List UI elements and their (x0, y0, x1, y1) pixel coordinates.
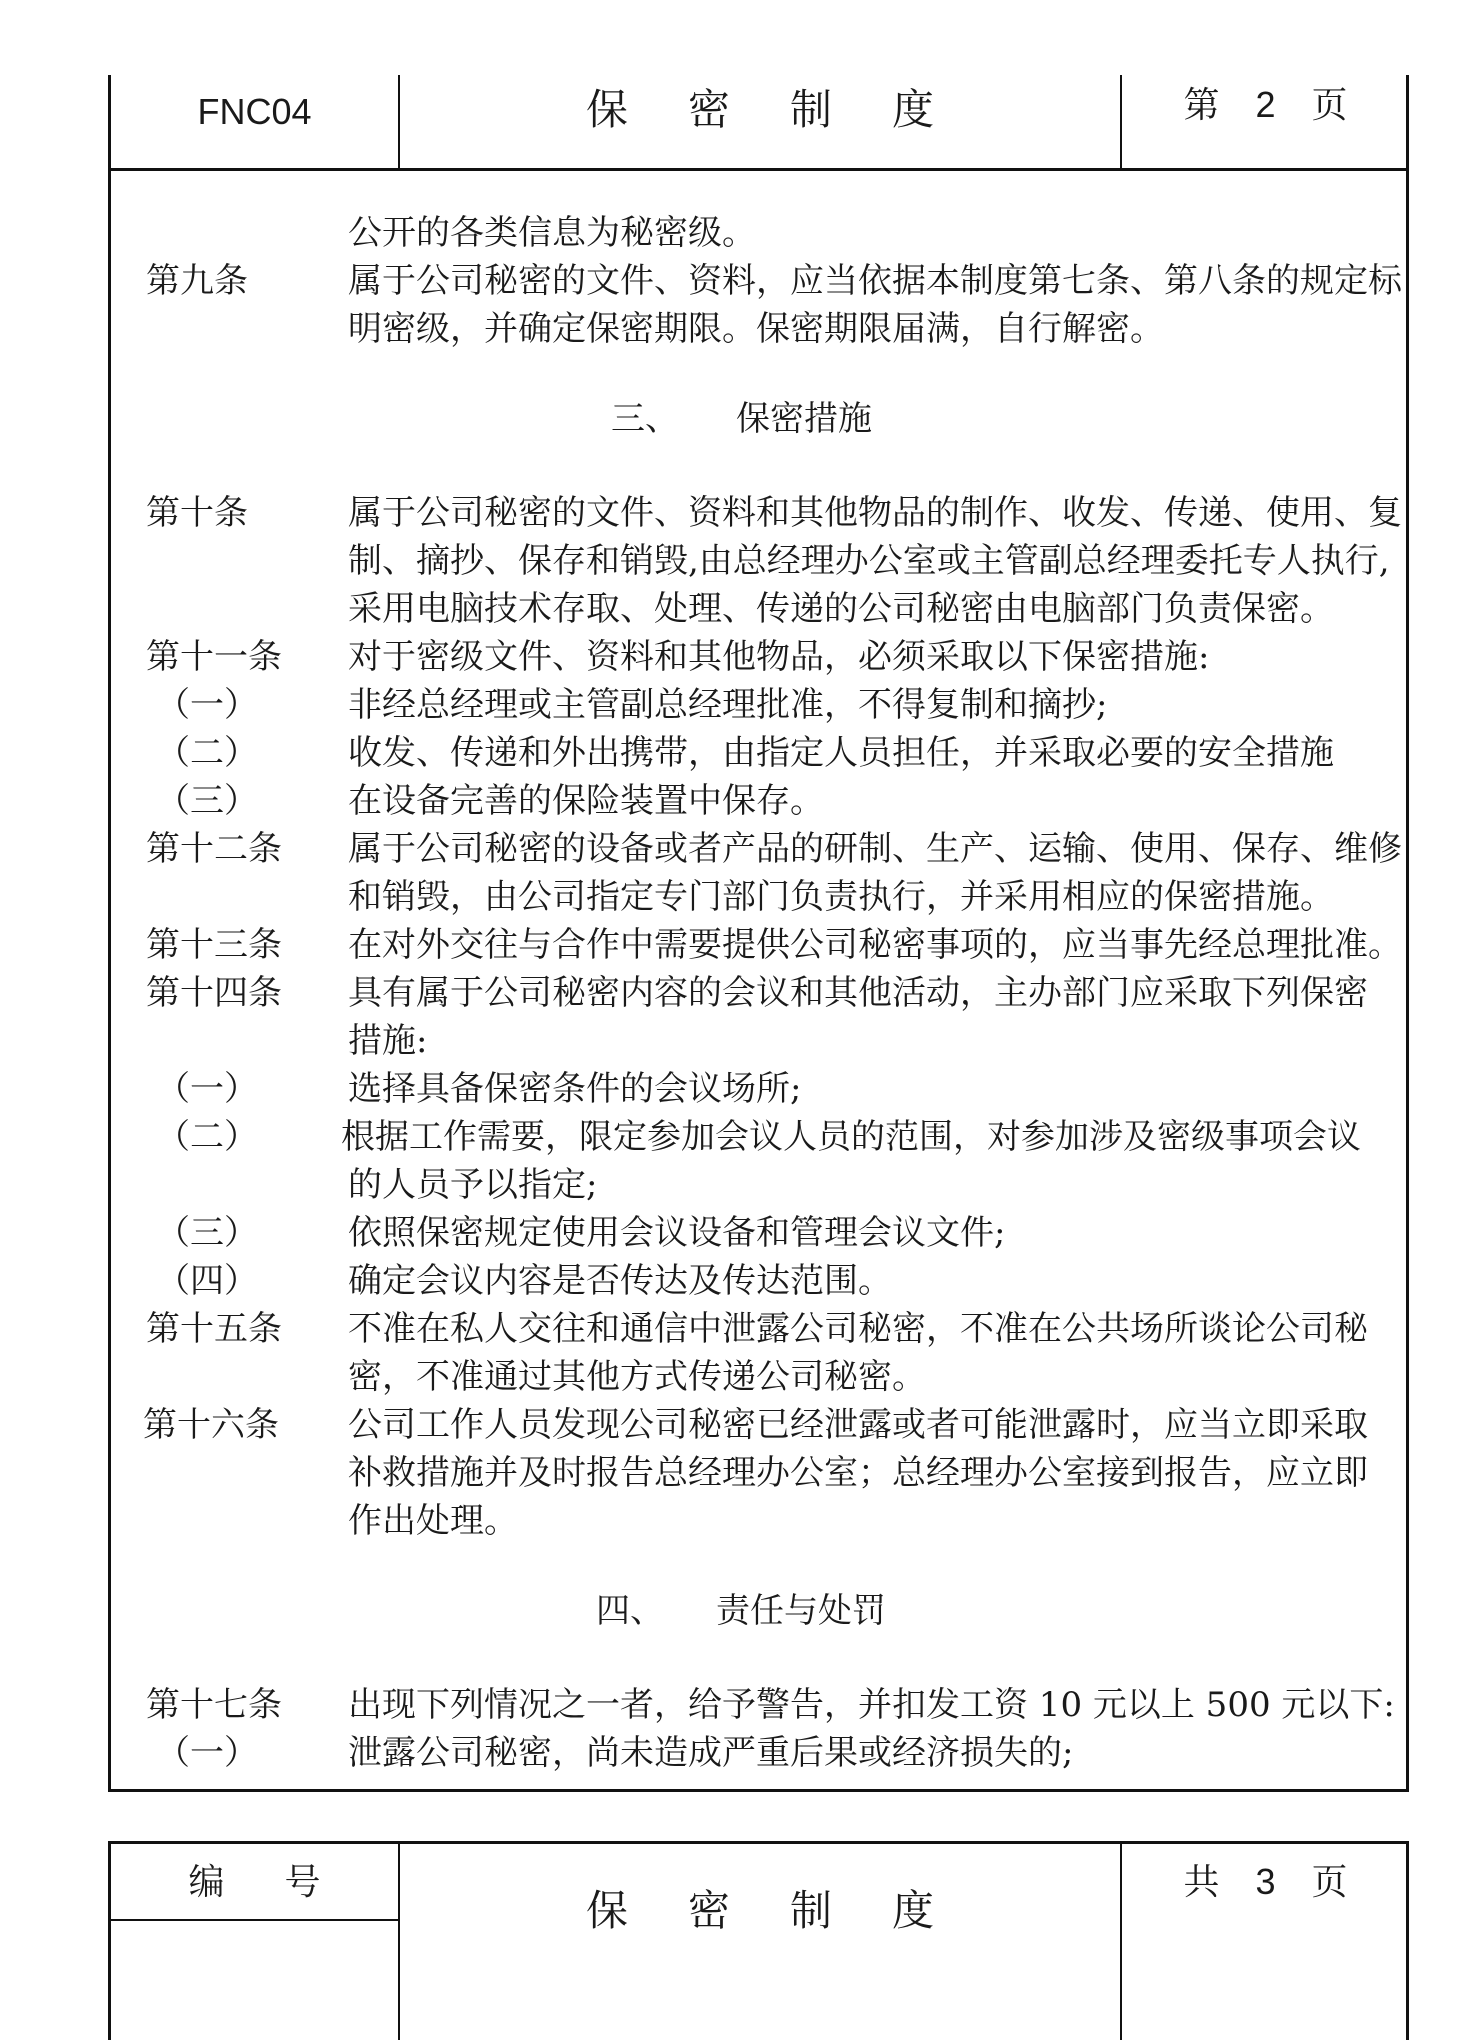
next-page-header (108, 1841, 1409, 2040)
document-body (108, 171, 1409, 1792)
section-number: 四、 (596, 1591, 664, 1631)
body-line: 属于公司秘密的设备或者产品的研制、生产、运输、使用、保存、维修 (348, 829, 1402, 869)
item-label: （二） (156, 1117, 258, 1157)
article-label: 第九条 (146, 261, 248, 301)
article-label: 第十条 (146, 493, 248, 533)
body-line: 属于公司秘密的文件、资料，应当依据本制度第七条、第八条的规定标 (348, 261, 1402, 301)
header-page-cell (1122, 75, 1409, 168)
body-line: 根据工作需要，限定参加会议人员的范围，对参加涉及密级事项会议 (341, 1117, 1361, 1157)
body-line: 收发、传递和外出携带，由指定人员担任，并采取必要的安全措施 (348, 733, 1334, 773)
header-code-cell (111, 75, 400, 168)
item-label: （一） (156, 1733, 258, 1773)
body-line: 出现下列情况之一者，给予警告，并扣发工资 10 元以上 500 元以下: (348, 1685, 1395, 1725)
item-label: （一） (156, 685, 258, 725)
item-label: （三） (156, 781, 258, 821)
body-line: 非经总经理或主管副总经理批准，不得复制和摘抄; (348, 685, 1108, 725)
body-line: 泄露公司秘密，尚未造成严重后果或经济损失的; (348, 1733, 1074, 1773)
footer-title-cell (400, 1844, 1122, 2040)
body-line: 密，不准通过其他方式传递公司秘密。 (348, 1357, 926, 1397)
item-label: （一） (156, 1069, 258, 1109)
footer-code-cell (111, 1844, 400, 2040)
body-line: 在设备完善的保险装置中保存。 (348, 781, 824, 821)
document-code: FNC04 (197, 91, 312, 132)
item-label: （二） (156, 733, 258, 773)
body-line: 明密级，并确定保密期限。保密期限届满，自行解密。 (348, 309, 1164, 349)
page-total-indicator (1122, 1854, 1409, 1905)
page-indicator (1122, 77, 1409, 128)
item-label: （四） (156, 1261, 258, 1301)
footer-page-cell (1122, 1844, 1409, 2040)
body-line: 对于密级文件、资料和其他物品，必须采取以下保密措施: (348, 637, 1210, 677)
article-label: 第十三条 (146, 925, 282, 965)
body-line: 选择具备保密条件的会议场所; (348, 1069, 802, 1109)
cell-divider (111, 1919, 398, 1921)
page-total-prefix: 共 (1183, 1862, 1220, 1903)
body-line: 确定会议内容是否传达及传达范围。 (348, 1261, 892, 1301)
body-line: 作出处理。 (348, 1501, 518, 1541)
body-line: 的人员予以指定; (348, 1165, 598, 1205)
article-label: 第十二条 (146, 829, 282, 869)
article-label: 第十六条 (143, 1405, 279, 1445)
body-line: 采用电脑技术存取、处理、传递的公司秘密由电脑部门负责保密。 (348, 589, 1334, 629)
body-line: 措施: (348, 1021, 428, 1061)
code-label: 编号 (188, 1862, 381, 1903)
section-number: 三、 (611, 399, 679, 439)
page-total-suffix: 页 (1311, 1862, 1348, 1903)
page-number: 2 (1255, 84, 1276, 125)
body-line: 制、摘抄、保存和销毁,由总经理办公室或主管副总经理委托专人执行, (348, 541, 1390, 581)
body-line: 补救措施并及时报告总经理办公室；总经理办公室接到报告，应立即 (348, 1453, 1368, 1493)
article-label: 第十四条 (146, 973, 282, 1013)
page-prefix: 第 (1183, 85, 1220, 126)
body-line: 属于公司秘密的文件、资料和其他物品的制作、收发、传递、使用、复 (348, 493, 1402, 533)
article-label: 第十七条 (146, 1685, 282, 1725)
body-line: 在对外交往与合作中需要提供公司秘密事项的，应当事先经总理批准。 (348, 925, 1402, 965)
document-header (108, 75, 1409, 171)
page-total: 3 (1255, 1861, 1276, 1902)
body-line: 具有属于公司秘密内容的会议和其他活动，主办部门应采取下列保密 (348, 973, 1368, 1013)
document-title: 保密制度 (585, 85, 994, 134)
article-label: 第十一条 (146, 637, 282, 677)
body-line: 依照保密规定使用会议设备和管理会议文件; (348, 1213, 1006, 1253)
article-label: 第十五条 (146, 1309, 282, 1349)
section-title: 保密措施 (736, 399, 872, 439)
body-line: 不准在私人交往和通信中泄露公司秘密，不准在公共场所谈论公司秘 (348, 1309, 1368, 1349)
body-line: 公开的各类信息为秘密级。 (348, 213, 756, 253)
item-label: （三） (156, 1213, 258, 1253)
footer-title: 保密制度 (585, 1886, 994, 1935)
body-line: 和销毁，由公司指定专门部门负责执行，并采用相应的保密措施。 (348, 877, 1334, 917)
header-title-cell (400, 75, 1122, 168)
page-suffix: 页 (1311, 85, 1348, 126)
body-line: 公司工作人员发现公司秘密已经泄露或者可能泄露时，应当立即采取 (348, 1405, 1368, 1445)
section-title: 责任与处罚 (716, 1591, 886, 1631)
